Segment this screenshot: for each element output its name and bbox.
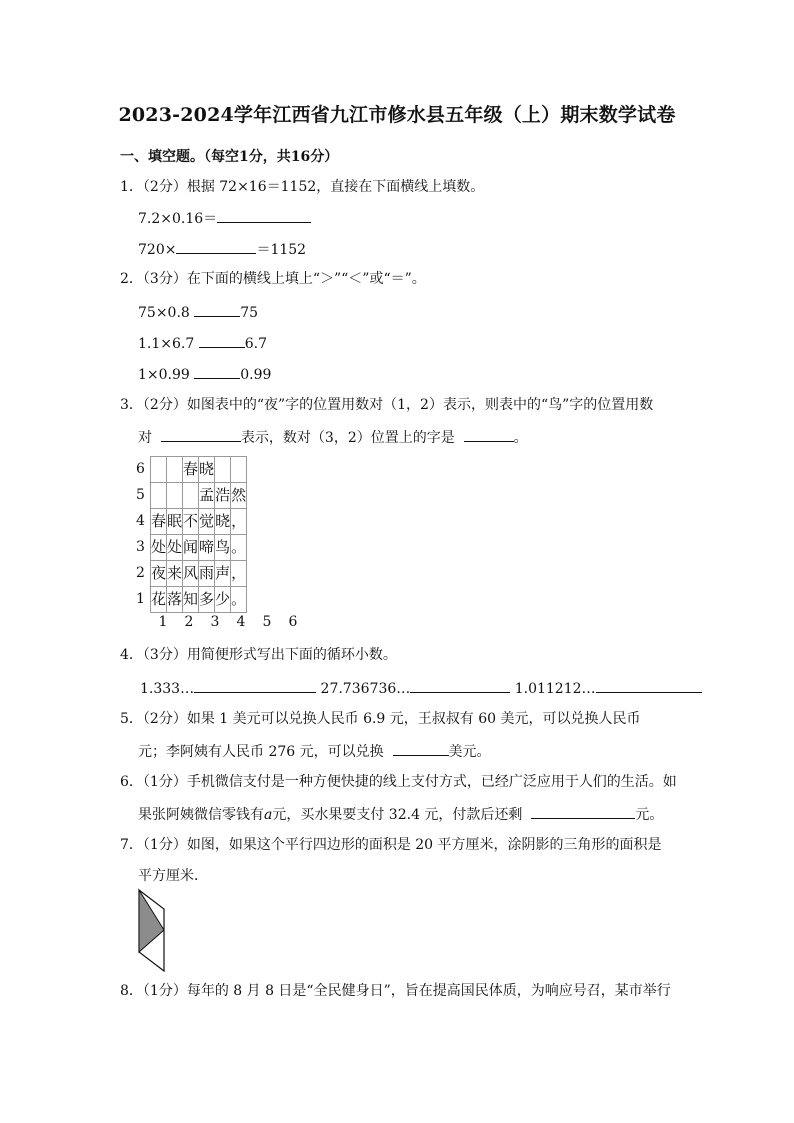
column-label: 1 (158, 614, 168, 630)
grid-cell: 晓 (199, 457, 215, 483)
grid-cell: 知 (183, 587, 199, 613)
row-label: 2 (136, 565, 145, 581)
column-label: 3 (210, 614, 220, 630)
column-label: 6 (288, 614, 298, 630)
grid-cell (151, 483, 167, 509)
q6-text: 元。 (635, 807, 664, 823)
answer-blank[interactable] (217, 208, 311, 223)
grid-cell: 闻 (183, 535, 199, 561)
grid-cell: 处 (151, 535, 167, 561)
grid-cell: 春 (183, 457, 199, 483)
variable-a: a (264, 807, 273, 823)
q1-b-text: 720× (138, 242, 177, 258)
grid-cell: 夜 (151, 561, 167, 587)
row-label: 1 (136, 591, 145, 607)
grid-cell: ， (231, 509, 247, 535)
question-2-row (138, 302, 258, 322)
grid-cell: 春 (151, 509, 167, 535)
grid-row (151, 561, 247, 587)
row-label: 6 (136, 461, 145, 477)
grid-cell: 眠 (167, 509, 183, 535)
grid-cell: 鸟 (215, 535, 231, 561)
answer-blank[interactable] (194, 364, 240, 379)
question-6-line2 (138, 804, 663, 824)
grid-row (151, 457, 247, 483)
repeating-decimal: 1.011212… (514, 681, 596, 697)
grid-cell: 来 (167, 561, 183, 587)
row-labels (136, 456, 150, 612)
grid-row (151, 535, 247, 561)
answer-blank[interactable] (410, 678, 510, 693)
character-grid (150, 456, 247, 613)
answer-blank[interactable] (393, 741, 449, 756)
question-2-row (138, 364, 271, 384)
grid-cell (167, 457, 183, 483)
question-5-stem: 5．（2分）如果 1 美元可以兑换人民币 6.9 元，王叔叔有 60 美元，可以兑换人民币 (120, 711, 641, 727)
parallelogram-figure (134, 887, 174, 975)
question-5-line2 (138, 741, 491, 761)
q6-text: 元，买水果要支付 32.4 元，付款后还剩 (272, 807, 523, 823)
answer-blank[interactable] (176, 239, 256, 254)
column-label: 4 (236, 614, 246, 630)
section-heading: 一、填空题。（每空1分，共16分） (120, 149, 339, 165)
repeating-decimal: 1.333… (140, 681, 195, 697)
grid-cell: 。 (231, 587, 247, 613)
grid-cell: 不 (183, 509, 199, 535)
question-6-stem: 6．（1分）手机微信支付是一种方便快捷的线上支付方式，已经广泛应用于人们的生活。如 (120, 774, 677, 790)
grid-cell (215, 457, 231, 483)
question-2-stem: 2．（3分）在下面的横线上填上“＞”“＜”或“＝”。 (120, 271, 426, 287)
grid-cell: 落 (167, 587, 183, 613)
grid-cell: 多 (199, 587, 215, 613)
column-label: 5 (262, 614, 272, 630)
q3-text: 。 (513, 430, 528, 446)
grid-cell (151, 457, 167, 483)
question-7-line2: 平方厘米． (138, 868, 208, 884)
grid-cell: 然 (231, 483, 247, 509)
grid-cell: 浩 (215, 483, 231, 509)
grid-row (151, 483, 247, 509)
column-labels (150, 614, 306, 630)
answer-blank[interactable] (464, 427, 514, 442)
question-4-stem: 4．（3分）用简便形式写出下面的循环小数。 (120, 647, 397, 663)
compare-left: 1.1×6.7 (138, 336, 195, 352)
grid-cell: 处 (167, 535, 183, 561)
question-1-item-a (138, 208, 311, 228)
question-3-stem-line2 (138, 427, 528, 447)
compare-right: 6.7 (244, 336, 267, 352)
grid-cell: 晓 (215, 509, 231, 535)
answer-blank[interactable] (161, 427, 241, 442)
grid-cell: 觉 (199, 509, 215, 535)
answer-blank[interactable] (194, 302, 240, 317)
answer-blank[interactable] (199, 333, 245, 348)
row-label: 5 (136, 487, 145, 503)
question-1-stem: 1．（2分）根据 72×16＝1152，直接在下面横线上填数。 (120, 179, 485, 195)
column-label: 2 (184, 614, 194, 630)
answer-blank[interactable] (531, 804, 635, 819)
q3-text: 表示，数对（3，2）位置上的字是 (240, 430, 455, 446)
row-label: 4 (136, 513, 145, 529)
compare-right: 75 (240, 305, 259, 321)
answer-blank[interactable] (596, 678, 702, 693)
question-1-item-b (138, 239, 306, 259)
q5-text: 美元。 (448, 744, 491, 760)
row-label: 3 (136, 539, 145, 555)
q3-text: 对 (138, 430, 152, 446)
grid-cell: 声 (215, 561, 231, 587)
grid-cell: 孟 (199, 483, 215, 509)
grid-row (151, 587, 247, 613)
answer-blank[interactable] (194, 678, 316, 693)
grid-cell (231, 457, 247, 483)
grid-cell: ， (231, 561, 247, 587)
grid-cell: 少 (215, 587, 231, 613)
grid-cell: 风 (183, 561, 199, 587)
question-2-row (138, 333, 267, 353)
page-title: 2023-2024学年江西省九江市修水县五年级（上）期末数学试卷 (118, 104, 676, 126)
q6-text: 果张阿姨微信零钱有 (138, 807, 264, 823)
grid-cell: 花 (151, 587, 167, 613)
grid-cell: 。 (231, 535, 247, 561)
grid-cell: 雨 (199, 561, 215, 587)
grid-cell (167, 483, 183, 509)
question-4-items (140, 678, 702, 698)
compare-right: 0.99 (240, 367, 272, 383)
grid-cell: 啼 (199, 535, 215, 561)
q1-b-tail: ＝1152 (256, 242, 307, 258)
question-7-stem: 7．（1分）如图，如果这个平行四边形的面积是 20 平方厘米，涂阴影的三角形的面积是 (120, 837, 662, 853)
grid-cell (183, 483, 199, 509)
repeating-decimal: 27.736736… (320, 681, 411, 697)
compare-left: 1×0.99 (138, 367, 190, 383)
question-3-stem: 3．（2分）如图表中的“夜”字的位置用数对（1，2）表示，则表中的“鸟”字的位置用数 (120, 397, 654, 413)
q5-text: 元；李阿姨有人民币 276 元，可以兑换 (138, 744, 384, 760)
compare-left: 75×0.8 (138, 305, 190, 321)
q1-a-text: 7.2×0.16＝ (138, 211, 218, 227)
question-8-stem: 8．（1分）每年的 8 月 8 日是“全民健身日”，旨在提高国民体质，为响应号召，某市举行 (120, 983, 671, 999)
grid-row (151, 509, 247, 535)
